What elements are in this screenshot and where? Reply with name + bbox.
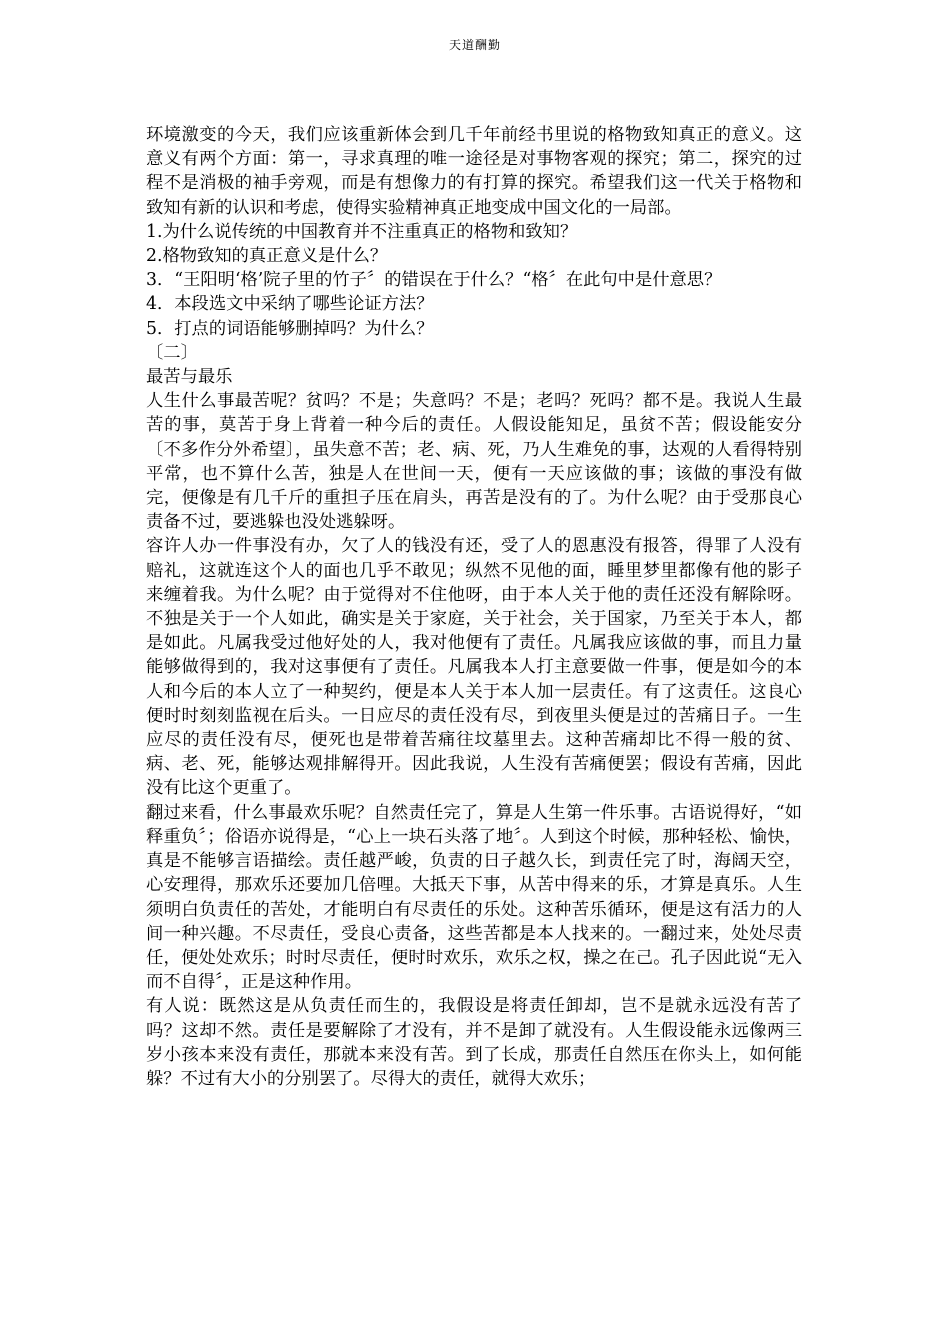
- essay-paragraph-3: 翻过来看，什么事最欢乐呢？自然责任完了，算是人生第一件乐事。古语说得好，“如释重负〞；俗语亦说得是，“心上一块石头落了地〞。人到这个时候，那种轻松、愉快，真是不能够言语描绘。责任越严峻，负责的日子越久长，到责任完了时，海阔天空，心安理得，那欢乐还要加几倍哩。大抵天下事，从苦中得来的乐，才算是真乐。人生须明白负责任的苦处，才能明白有尽责任的乐处。这种苦乐循环，便是这有活力的人间一种兴趣。不尽责任，受良心责备，这些苦都是本人找来的。一翻过来，处处尽责任，便处处欢乐；时时尽责任，便时时欢乐，欢乐之权，操之在己。孔子因此说“无入而不自得〞，正是这种作用。: [146, 802, 802, 993]
- question-3: 3．“王阳明‘格’院子里的竹子〞的错误在于什么？“格〞在此句中是什意思？: [146, 270, 722, 291]
- section-number: 〔二〕: [146, 342, 198, 363]
- question-1: 1.为什么说传统的中国教育并不注重真正的格物和致知？: [146, 221, 578, 242]
- paragraph-gewu-conclusion: 环境激变的今天，我们应该重新体会到几千年前经书里说的格物致知真正的意义。这意义有两个方面：第一，寻求真理的唯一途径是对事物客观的探究；第二，探究的过程不是消极的袖手旁观，而是有想像力的有打算的探究。希望我们这一代关于格物和致知有新的认识和考虑，使得实验精神真正地变成中国文化的一局部。: [146, 125, 802, 218]
- question-2: 2.格物致知的真正意义是什么？: [146, 246, 388, 267]
- document-body: [146, 123, 802, 1091]
- essay-title: 最苦与最乐: [146, 367, 233, 388]
- question-5: 5．打点的词语能够删掉吗？为什么？: [146, 318, 434, 339]
- essay-paragraph-1: 人生什么事最苦呢？贫吗？不是；失意吗？不是；老吗？死吗？都不是。我说人生最苦的事，莫苦于身上背着一种今后的责任。人假设能知足，虽贫不苦；假设能安分〔不多作分外希望〕，虽失意不苦；老、病、死，乃人生难免的事，达观的人看得特别平常，也不算什么苦，独是人在世间一天，便有一天应该做的事；该做的事没有做完，便像是有几千斤的重担子压在肩头，再苦是没有的了。为什么呢？由于受那良心责备不过，要逃躲也没处逃躲呀。: [146, 391, 802, 533]
- essay-paragraph-2: 容许人办一件事没有办，欠了人的钱没有还，受了人的恩惠没有报答，得罪了人没有赔礼，这就连这个人的面也几乎不敢见；纵然不见他的面，睡里梦里都像有他的影子来缠着我。为什么呢？由于觉得对不住他呀，由于本人关于他的责任还没有解除呀。不独是关于一个人如此，确实是关于家庭，关于社会，关于国家，乃至关于本人，都是如此。凡属我受过他好处的人，我对他便有了责任。凡属我应该做的事，而且力量能够做得到的，我对这事便有了责任。凡属我本人打主意要做一件事，便是如今的本人和今后的本人立了一种契约，便是本人关于本人加一层责任。有了这责任。这良心便时时刻刻监视在后头。一日应尽的责任没有尽，到夜里头便是过的苦痛日子。一生应尽的责任没有尽，便死也是带着苦痛往坟墓里去。这种苦痛却比不得一般的贫、病、老、死，能够达观排解得开。因此我说，人生没有苦痛便罢；假设有苦痛，因此没有比这个更重了。: [146, 536, 802, 799]
- essay-paragraph-4: 有人说：既然这是从负责任而生的，我假设是将责任卸却，岂不是就永远没有苦了吗？这却不然。责任是要解除了才没有，并不是卸了就没有。人生假设能永远像两三岁小孩本来没有责任，那就本来没有苦。到了长成，那责任自然压在你头上，如何能躲？不过有大小的分别罢了。尽得大的责任，就得大欢乐；: [146, 996, 802, 1089]
- page-header: 天道酬勤: [448, 38, 501, 52]
- question-4: 4．本段选文中采纳了哪些论证方法？: [146, 294, 434, 315]
